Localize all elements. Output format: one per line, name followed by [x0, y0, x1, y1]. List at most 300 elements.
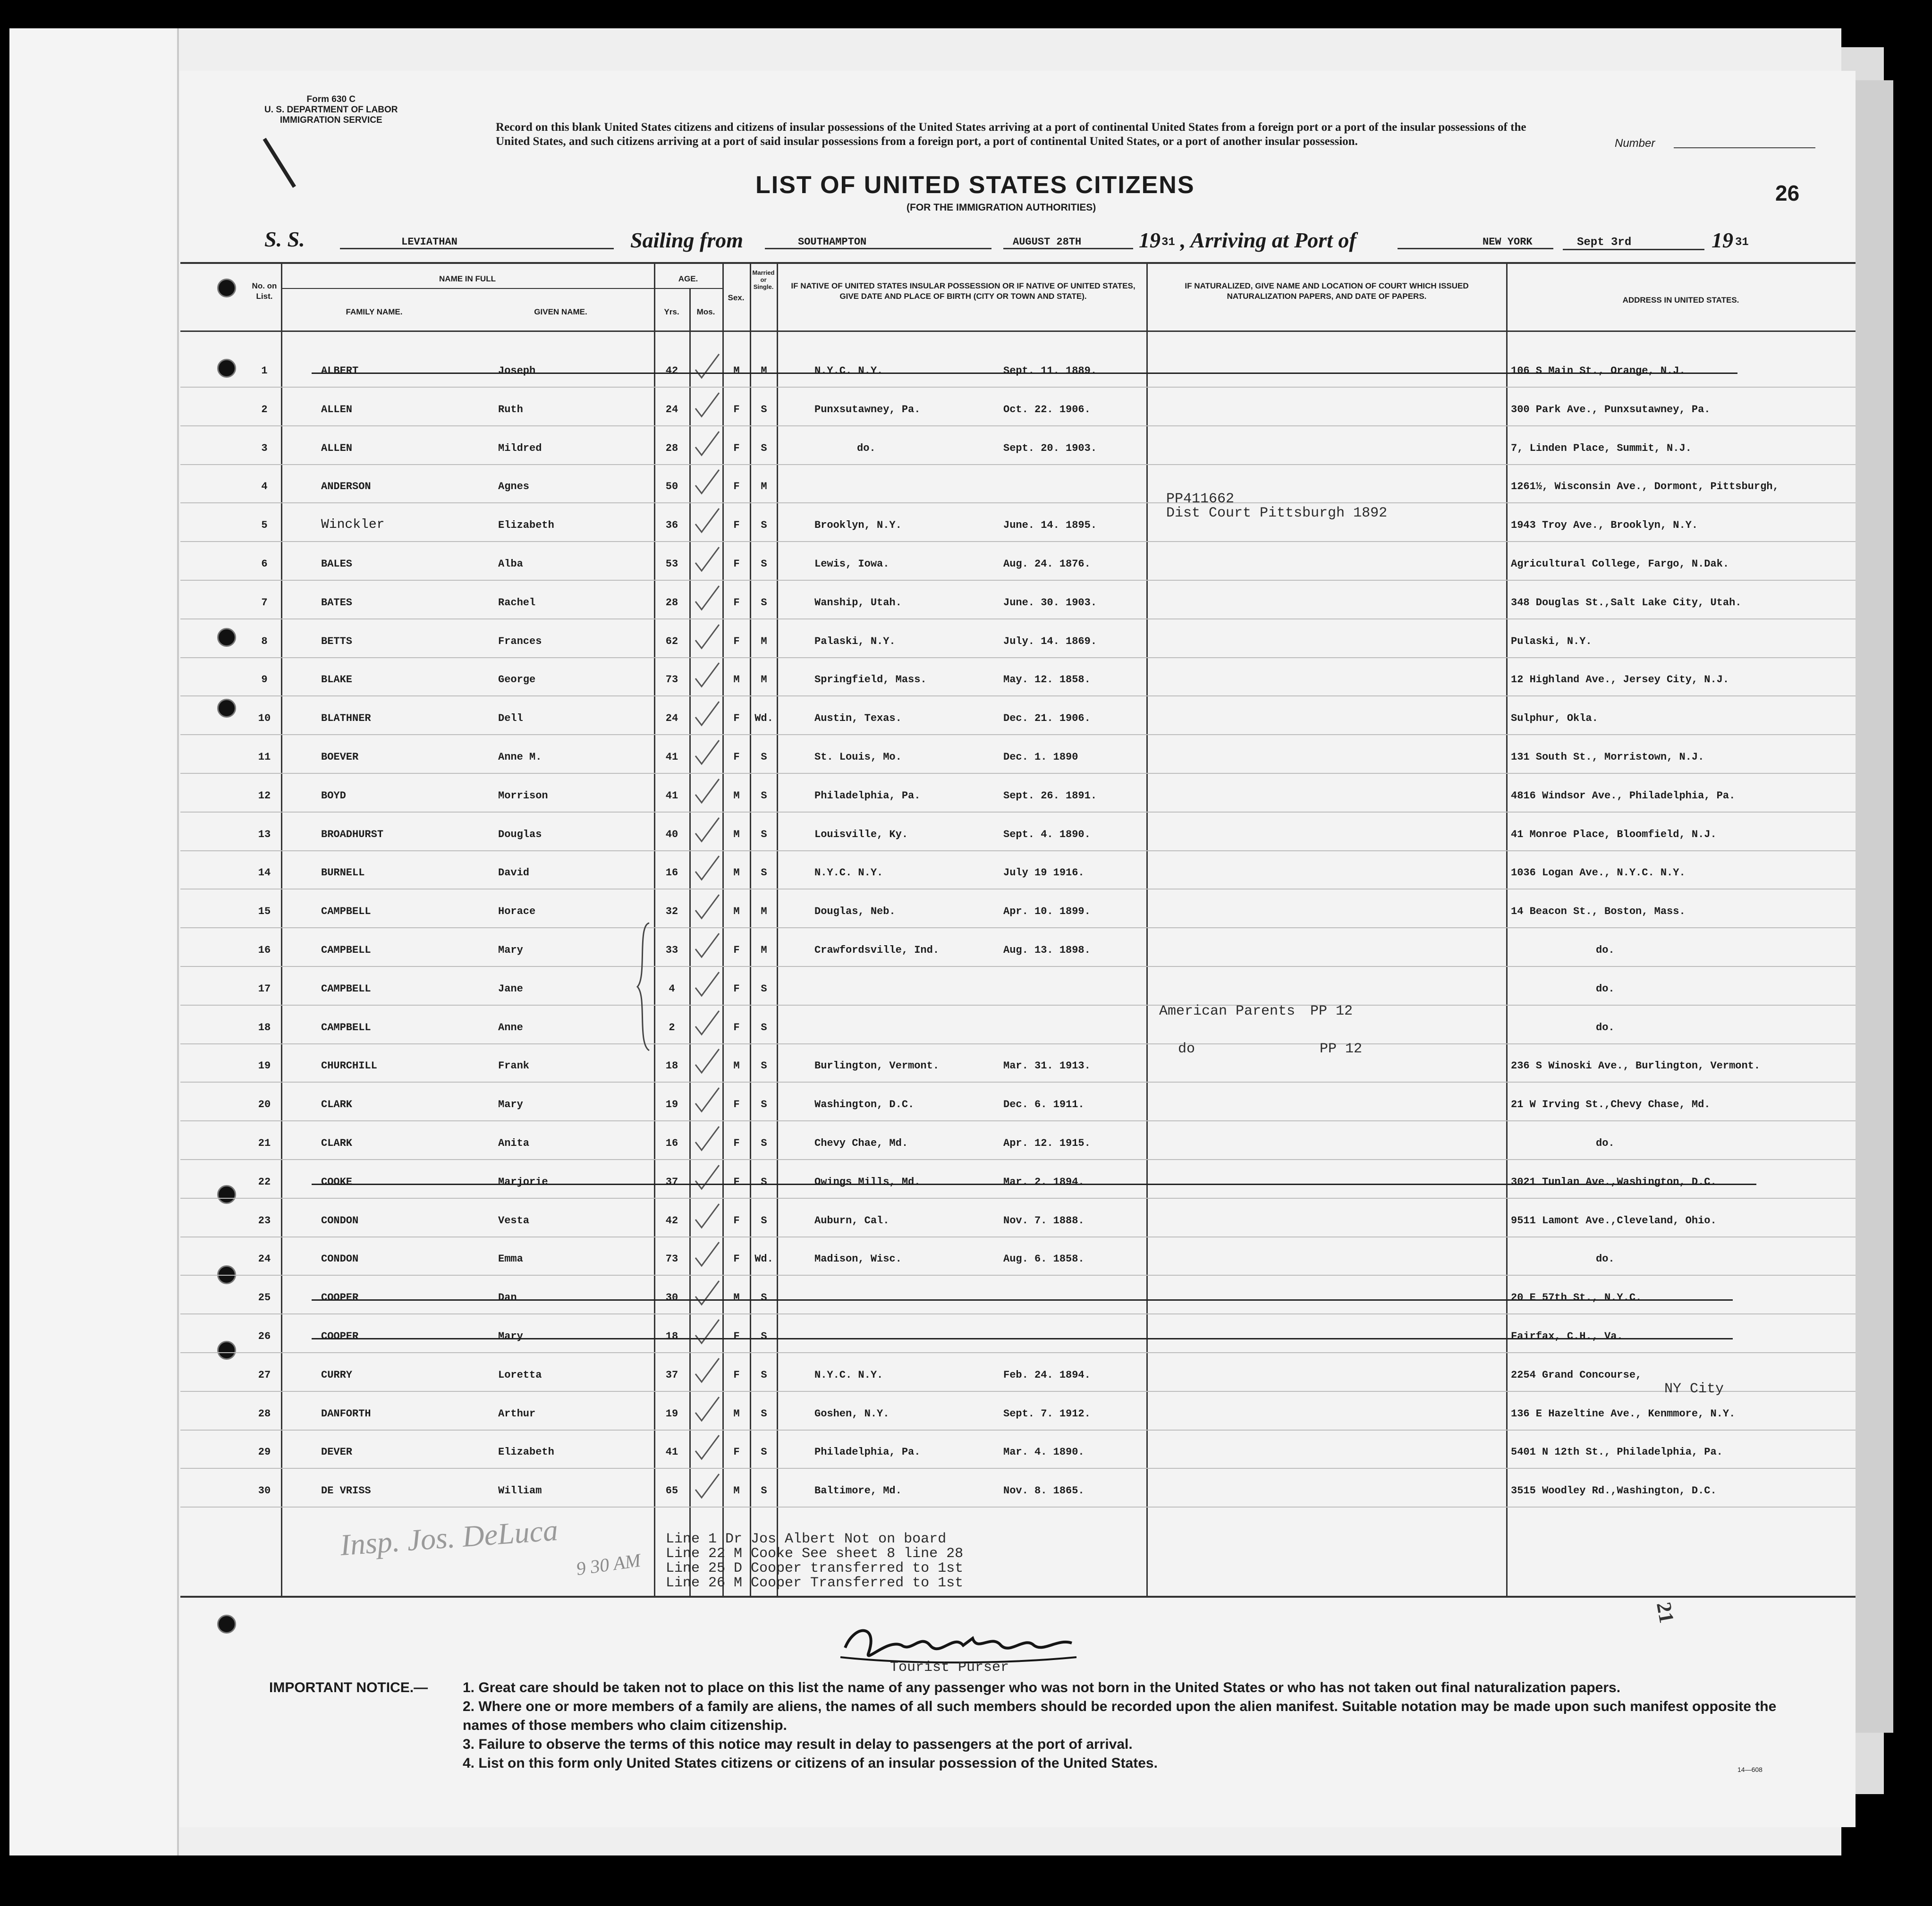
marital-status: S: [761, 1021, 767, 1033]
row-number: 9: [261, 674, 268, 686]
row-number: 20: [258, 1099, 271, 1111]
marital-status: S: [761, 1176, 767, 1188]
age-years: 30: [665, 1292, 678, 1304]
given-name: Dell: [498, 712, 523, 725]
row-number: 13: [258, 828, 271, 840]
marital-status: Wd.: [754, 712, 773, 725]
family-name: ALBERT: [321, 365, 359, 377]
age-years: 19: [665, 1099, 678, 1111]
form-code: 14—608: [1737, 1766, 1763, 1773]
given-name: Arthur: [498, 1407, 536, 1420]
birth-place: Brooklyn, N.Y.: [814, 519, 902, 532]
check-mark: [693, 1008, 721, 1037]
birth-place: Washington, D.C.: [814, 1099, 915, 1111]
sail-year: 31: [1161, 236, 1175, 249]
marital-status: M: [761, 674, 767, 686]
birth-date: Aug. 6. 1858.: [1003, 1253, 1085, 1265]
family-name: BOEVER: [321, 751, 359, 763]
given-name: Agnes: [498, 481, 530, 493]
sex: F: [733, 442, 740, 454]
number-label: Number: [1615, 137, 1655, 150]
family-name: CLARK: [321, 1099, 353, 1111]
birth-place: St. Louis, Mo.: [814, 751, 902, 763]
birth-date: Sept. 4. 1890.: [1003, 828, 1091, 840]
sex: M: [733, 828, 740, 840]
given-name: Morrison: [498, 789, 548, 802]
given-name: Emma: [498, 1253, 523, 1265]
check-mark: [693, 1433, 721, 1461]
check-mark: [693, 1356, 721, 1384]
family-name: ALLEN: [321, 442, 353, 454]
nat-row17-pp: PP 12: [1310, 1003, 1353, 1019]
address: 20 E 57th St., N.Y.C.: [1511, 1292, 1642, 1304]
marital-status: S: [761, 558, 767, 570]
table-header-border: [180, 330, 1856, 332]
binder-hole: [217, 1341, 236, 1360]
marital-status: S: [761, 1330, 767, 1342]
row-rule: [180, 541, 1856, 542]
birth-place: Punxsutawney, Pa.: [814, 403, 921, 415]
address: 41 Monroe Place, Bloomfield, N.J.: [1511, 828, 1717, 840]
marital-status: S: [761, 1369, 767, 1381]
age-years: 28: [665, 596, 678, 609]
marital-status: S: [761, 983, 767, 995]
check-mark: [693, 467, 721, 496]
footnote-line: Line 25 D Cooper transferred to 1st: [666, 1560, 964, 1576]
col-divider: [777, 262, 778, 1596]
check-mark: [693, 1085, 721, 1114]
age-years: 28: [665, 442, 678, 454]
marital-status: S: [761, 1060, 767, 1072]
address: 1943 Troy Ave., Brooklyn, N.Y.: [1511, 519, 1698, 532]
given-name: Vesta: [498, 1214, 530, 1227]
given-name: Anne: [498, 1021, 523, 1033]
check-mark: [693, 1279, 721, 1307]
given-name: Anita: [498, 1137, 530, 1149]
check-mark: [693, 777, 721, 805]
marital-status: S: [761, 403, 767, 415]
marital-status: M: [761, 944, 767, 956]
address: do.: [1596, 1253, 1615, 1265]
department-name: U. S. DEPARTMENT OF LABOR: [264, 105, 398, 115]
age-years: 41: [665, 789, 678, 802]
family-name: BALES: [321, 558, 353, 570]
page-subtitle: (FOR THE IMMIGRATION AUTHORITIES): [907, 202, 1096, 213]
strike-through-line: [312, 1299, 1733, 1301]
address: do.: [1596, 1137, 1615, 1149]
sex: F: [733, 635, 740, 647]
ship-name: LEVIATHAN: [340, 236, 614, 249]
family-name: BOYD: [321, 789, 346, 802]
age-years: 37: [665, 1369, 678, 1381]
address: 9511 Lamont Ave.,Cleveland, Ohio.: [1511, 1214, 1717, 1227]
col-header-birth: IF NATIVE OF UNITED STATES INSULAR POSSESSION OR IF NATIVE OF UNITED STATES, GIVE DATE AND PLACE OF BIRTH (CITY OR TOWN AND STATE).: [791, 281, 1135, 301]
address: 7, Linden Place, Summit, N.J.: [1511, 442, 1692, 454]
page-number: 26: [1775, 181, 1800, 205]
given-name: Mildred: [498, 442, 542, 454]
col-header-mos: Mos.: [696, 307, 715, 316]
check-mark: [693, 584, 721, 612]
marital-status: S: [761, 1446, 767, 1458]
row-rule: [180, 734, 1856, 735]
age-years: 41: [665, 1446, 678, 1458]
col-header-address: ADDRESS IN UNITED STATES.: [1622, 296, 1739, 305]
sex: F: [733, 1176, 740, 1188]
col-divider: [1506, 262, 1508, 1596]
address: 5401 N 12th St., Philadelphia, Pa.: [1511, 1446, 1723, 1458]
family-name: CAMPBELL: [321, 1021, 371, 1033]
row-number: 6: [261, 558, 268, 570]
marital-status: S: [761, 867, 767, 879]
row-number: 25: [258, 1292, 271, 1304]
col-divider: [654, 262, 655, 1596]
family-name: CURRY: [321, 1369, 353, 1381]
age-years: 73: [665, 674, 678, 686]
age-years: 16: [665, 867, 678, 879]
given-name: Dan: [498, 1292, 517, 1304]
row-number: 18: [258, 1021, 271, 1033]
marital-status: Wd.: [754, 1253, 773, 1265]
address: Agricultural College, Fargo, N.Dak.: [1511, 558, 1729, 570]
birth-date: Aug. 13. 1898.: [1003, 944, 1091, 956]
age-years: 37: [665, 1176, 678, 1188]
given-name: Anne M.: [498, 751, 542, 763]
address: 3021 Tunlan Ave.,Washington, D.C.: [1511, 1176, 1717, 1188]
given-name: Mary: [498, 944, 523, 956]
row-rule: [180, 1159, 1856, 1160]
row-rule: [180, 387, 1856, 388]
family-name: BLATHNER: [321, 712, 371, 725]
marital-status: S: [761, 1292, 767, 1304]
family-name: ALLEN: [321, 403, 353, 415]
col-header-name: NAME IN FULL: [439, 274, 496, 283]
birth-date: Sept. 7. 1912.: [1003, 1407, 1091, 1420]
age-years: 73: [665, 1253, 678, 1265]
check-mark: [693, 892, 721, 921]
marital-status: S: [761, 1214, 767, 1227]
birth-place: Springfield, Mass.: [814, 674, 927, 686]
address: 4816 Windsor Ave., Philadelphia, Pa.: [1511, 789, 1736, 802]
notice-item: 3. Failure to observe the terms of this notice may result in delay to passengers at the port of arrival.: [463, 1737, 1133, 1752]
check-mark: [693, 1395, 721, 1423]
family-name: DANFORTH: [321, 1407, 371, 1420]
given-name: Joseph: [498, 365, 536, 377]
side-number: 21: [1652, 1600, 1678, 1625]
address: 236 S Winoski Ave., Burlington, Vermont.: [1511, 1060, 1761, 1072]
family-name: CONDON: [321, 1253, 359, 1265]
row-rule: [180, 425, 1856, 426]
family-name: BLAKE: [321, 674, 353, 686]
footnote-line: Line 1 Dr Jos Albert Not on board: [666, 1531, 947, 1547]
marital-status: S: [761, 789, 767, 802]
row-number: 1: [261, 365, 268, 377]
family-name: BROADHURST: [321, 828, 384, 840]
binder-hole: [217, 359, 236, 378]
col-header-sex: Sex.: [728, 293, 745, 302]
age-years: 33: [665, 944, 678, 956]
family-name: COOKE: [321, 1176, 353, 1188]
age-years: 18: [665, 1060, 678, 1072]
birth-date: June. 14. 1895.: [1003, 519, 1097, 532]
sex: M: [733, 1485, 740, 1497]
address: 131 South St., Morristown, N.J.: [1511, 751, 1704, 763]
row-number: 23: [258, 1214, 271, 1227]
sex: M: [733, 867, 740, 879]
check-mark: [693, 1472, 721, 1500]
row-number: 7: [261, 596, 268, 609]
birth-date: Apr. 12. 1915.: [1003, 1137, 1091, 1149]
year-prefix-1: 19: [1139, 228, 1161, 252]
marital-status: S: [761, 442, 767, 454]
inspector-time: 9 30 AM: [575, 1549, 642, 1580]
strike-through-line: [312, 373, 1147, 374]
sex: F: [733, 403, 740, 415]
check-mark: [693, 506, 721, 534]
row-rule: [180, 1391, 1856, 1392]
row-number: 15: [258, 906, 271, 918]
age-years: 36: [665, 519, 678, 532]
row-rule: [180, 502, 1856, 503]
address: Fairfax, C.H., Va.: [1511, 1330, 1623, 1342]
birth-place: do.: [857, 442, 876, 454]
age-years: 16: [665, 1137, 678, 1149]
binding-strip: [9, 28, 179, 1855]
col-header-yrs: Yrs.: [664, 307, 679, 316]
row-number: 22: [258, 1176, 271, 1188]
form-id-block: [264, 94, 398, 126]
col-header-family: FAMILY NAME.: [346, 307, 403, 316]
check-mark: [693, 352, 721, 380]
address: Sulphur, Okla.: [1511, 712, 1598, 725]
check-mark: [693, 1202, 721, 1230]
row-number: 12: [258, 789, 271, 802]
binder-hole: [217, 279, 236, 297]
form-number: Form 630 C: [306, 94, 356, 104]
row-number: 11: [258, 751, 271, 763]
age-years: 53: [665, 558, 678, 570]
notice-heading: IMPORTANT NOTICE.—: [269, 1680, 428, 1695]
sex: F: [733, 1214, 740, 1227]
birth-date: Sept. 26. 1891.: [1003, 789, 1097, 802]
notice-item: 2. Where one or more members of a family are aliens, the names of all such members should be recorded upon the alien manifest. Suitable notation may be made upon such manifest opposite the names of those members who claim citizenship.: [463, 1699, 1777, 1733]
given-name: Loretta: [498, 1369, 542, 1381]
family-name: CAMPBELL: [321, 944, 371, 956]
address: do.: [1596, 983, 1615, 995]
given-name: David: [498, 867, 530, 879]
notice-item: 4. List on this form only United States citizens or citizens of an insular possession of the United States.: [463, 1755, 1158, 1771]
sex: F: [733, 712, 740, 725]
col-divider: [1146, 262, 1148, 1596]
sex: F: [733, 983, 740, 995]
row-number: 26: [258, 1330, 271, 1342]
address: 14 Beacon St., Boston, Mass.: [1511, 906, 1686, 918]
sex: F: [733, 558, 740, 570]
row-number: 14: [258, 867, 271, 879]
naturalization-papers: PP411662: [1166, 491, 1235, 507]
row-rule: [180, 1507, 1856, 1508]
strike-through-line: [1143, 373, 1737, 374]
birth-date: July 19 1916.: [1003, 867, 1085, 879]
sex: M: [733, 674, 740, 686]
check-mark: [693, 1047, 721, 1075]
sex: M: [733, 1292, 740, 1304]
sex: F: [733, 1253, 740, 1265]
sex: F: [733, 1446, 740, 1458]
from-port: SOUTHAMPTON: [765, 236, 991, 249]
strike-through-line: [312, 1338, 1733, 1339]
family-bracket: [635, 921, 654, 1053]
address: 2254 Grand Concourse,: [1511, 1369, 1642, 1381]
col-header-age: AGE.: [678, 274, 698, 283]
age-years: 65: [665, 1485, 678, 1497]
check-mark: [693, 1163, 721, 1191]
check-mark: [693, 545, 721, 573]
family-name: CLARK: [321, 1137, 353, 1149]
sex: F: [733, 596, 740, 609]
family-name: CAMPBELL: [321, 906, 371, 918]
family-name: CHURCHILL: [321, 1060, 377, 1072]
given-name: Alba: [498, 558, 523, 570]
birth-place: Austin, Texas.: [814, 712, 902, 725]
age-years: 19: [665, 1407, 678, 1420]
birth-date: Aug. 24. 1876.: [1003, 558, 1091, 570]
birth-place: N.Y.C. N.Y.: [814, 1369, 883, 1381]
age-years: 24: [665, 403, 678, 415]
birth-place: Baltimore, Md.: [814, 1485, 902, 1497]
row-number: 4: [261, 481, 268, 493]
row-rule: [180, 1430, 1856, 1431]
col-header-no: No. on List.: [252, 281, 277, 301]
footnotes: [666, 1532, 963, 1591]
birth-place: Lewis, Iowa.: [814, 558, 890, 570]
given-name: Jane: [498, 983, 523, 995]
address: 1036 Logan Ave., N.Y.C. N.Y.: [1511, 867, 1686, 879]
check-mark: [693, 429, 721, 457]
marital-status: S: [761, 1407, 767, 1420]
birth-date: Sept. 20. 1903.: [1003, 442, 1097, 454]
address: 136 E Hazeltine Ave., Kenmmore, N.Y.: [1511, 1407, 1736, 1420]
check-mark: [693, 931, 721, 959]
row-rule: [180, 1468, 1856, 1469]
given-name: Douglas: [498, 828, 542, 840]
address: 300 Park Ave., Punxsutawney, Pa.: [1511, 403, 1711, 415]
given-name: Frances: [498, 635, 542, 647]
age-years: 32: [665, 906, 678, 918]
birth-date: Mar. 31. 1913.: [1003, 1060, 1091, 1072]
row-rule: [180, 812, 1856, 813]
col-divider: [750, 262, 751, 1596]
age-years: 4: [669, 983, 675, 995]
row-rule: [180, 850, 1856, 851]
birth-date: May. 12. 1858.: [1003, 674, 1091, 686]
inspector-signature: Insp. Jos. DeLuca: [339, 1513, 559, 1562]
row-rule: [180, 1082, 1856, 1083]
marital-status: S: [761, 1099, 767, 1111]
instructions-text: Record on this blank United States citizens and citizens of insular possessions of the United States arriving at a port of continental United States from a foreign port or a port of the insular possessions of the United States, and such citizens arriving at a port of said insular possessions from a foreign port, a port of continental United States, or a port of another insular possession.: [496, 121, 1526, 148]
sex: F: [733, 1099, 740, 1111]
address: 106 S Main St., Orange, N.J.: [1511, 365, 1686, 377]
col-header-given: GIVEN NAME.: [534, 307, 587, 316]
naturalization-court: Dist Court Pittsburgh 1892: [1166, 505, 1388, 521]
binder-hole: [217, 1615, 236, 1634]
row-rule: [180, 1005, 1856, 1006]
check-mark: [693, 970, 721, 998]
row-number: 2: [261, 403, 268, 415]
given-name: Marjorie: [498, 1176, 548, 1188]
check-mark: [693, 622, 721, 651]
row-number: 28: [258, 1407, 271, 1420]
address: 3515 Woodley Rd.,Washington, D.C.: [1511, 1485, 1717, 1497]
row-rule: [180, 1275, 1856, 1276]
voyage-line: [264, 227, 305, 252]
col-header-married: Married or Single.: [752, 269, 775, 290]
birth-date: Mar. 4. 1890.: [1003, 1446, 1085, 1458]
row-number: 29: [258, 1446, 271, 1458]
check-mark: [693, 738, 721, 766]
subheader-line: [281, 288, 722, 289]
row-rule: [180, 773, 1856, 774]
given-name: Ruth: [498, 403, 523, 415]
row-number: 30: [258, 1485, 271, 1497]
birth-date: Dec. 21. 1906.: [1003, 712, 1091, 725]
page-title: LIST OF UNITED STATES CITIZENS: [755, 171, 1195, 199]
marital-status: S: [761, 596, 767, 609]
check-mark: [693, 1124, 721, 1152]
sex: F: [733, 751, 740, 763]
family-name: DEVER: [321, 1446, 353, 1458]
check-mark: [693, 661, 721, 689]
birth-date: Mar. 2. 1894.: [1003, 1176, 1085, 1188]
row-rule: [180, 966, 1856, 967]
age-years: 40: [665, 828, 678, 840]
row-rule: [180, 927, 1856, 928]
age-years: 62: [665, 635, 678, 647]
birth-date: June. 30. 1903.: [1003, 596, 1097, 609]
marital-status: M: [761, 906, 767, 918]
row-rule: [180, 1120, 1856, 1121]
birth-place: Chevy Chae, Md.: [814, 1137, 908, 1149]
col-divider: [689, 288, 691, 1596]
birth-place: Wanship, Utah.: [814, 596, 902, 609]
birth-date: July. 14. 1869.: [1003, 635, 1097, 647]
notice-items: [463, 1678, 1808, 1773]
sex: F: [733, 481, 740, 493]
birth-place: Goshen, N.Y.: [814, 1407, 890, 1420]
sail-date: AUGUST 28TH: [1003, 236, 1133, 249]
arrive-year: 31: [1735, 236, 1749, 249]
address: Pulaski, N.Y.: [1511, 635, 1592, 647]
given-name: Rachel: [498, 596, 536, 609]
check-mark: [693, 815, 721, 844]
marital-status: S: [761, 1485, 767, 1497]
birth-place: Philadelphia, Pa.: [814, 1446, 921, 1458]
sex: F: [733, 944, 740, 956]
given-name: Frank: [498, 1060, 530, 1072]
family-name: DE VRISS: [321, 1485, 371, 1497]
binder-hole: [217, 1185, 236, 1204]
birth-place: N.Y.C. N.Y.: [814, 365, 883, 377]
marital-status: M: [761, 365, 767, 377]
given-name: Mary: [498, 1099, 523, 1111]
footnote-line: Line 22 M Cooke See sheet 8 line 28: [666, 1546, 964, 1562]
family-name: CONDON: [321, 1214, 359, 1227]
family-name: BETTS: [321, 635, 353, 647]
marital-status: S: [761, 1137, 767, 1149]
birth-date: Sept. 11. 1889.: [1003, 365, 1097, 377]
strike-through-line: [312, 1184, 1756, 1185]
table-top-border: [180, 262, 1856, 264]
to-port: NEW YORK: [1398, 236, 1553, 249]
